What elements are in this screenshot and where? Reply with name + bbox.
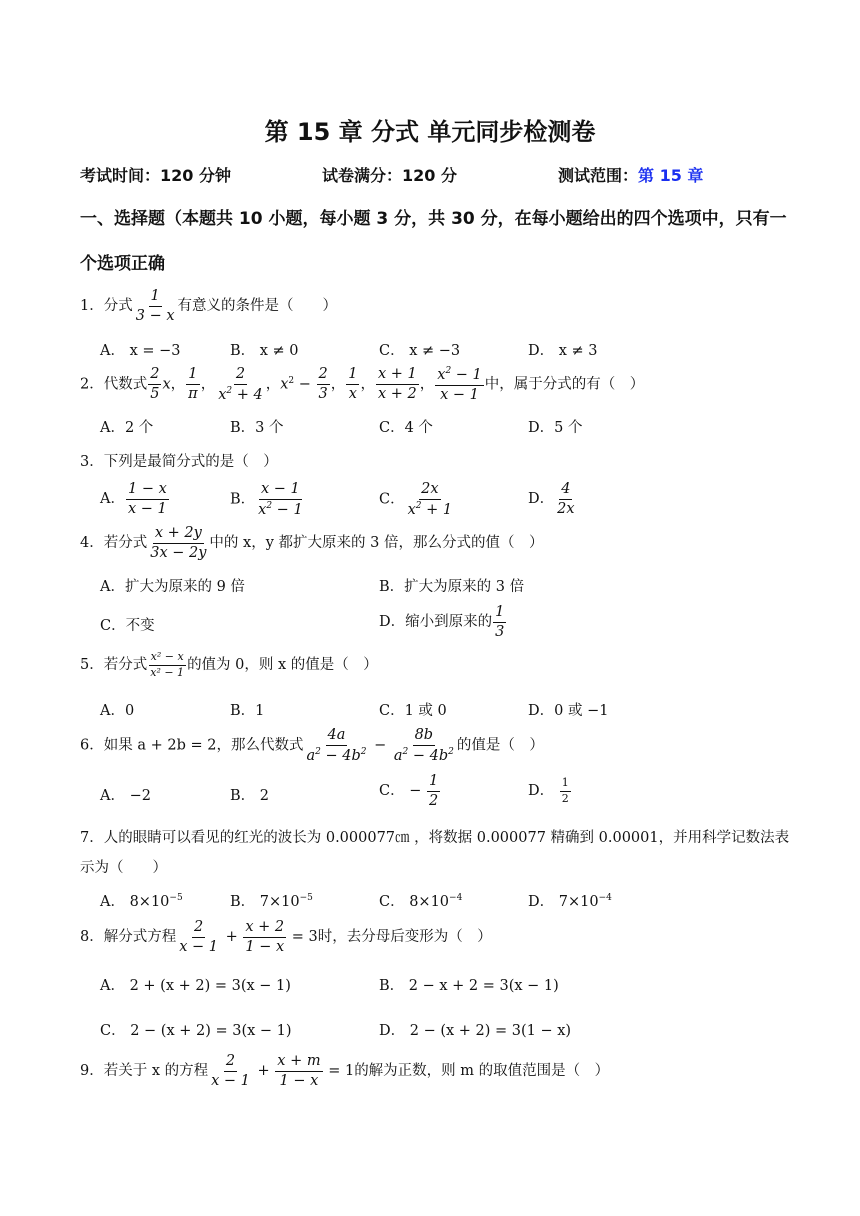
q1-option-d: D． x ≠ 3 bbox=[528, 343, 598, 359]
question-1: 1．分式 $\frac{1}{3 - x}$ 有意义的条件是（ ） bbox=[80, 288, 338, 324]
question-9: 9．若关于 x 的方程 $\frac{2}{x - 1}$ + $\frac{x + m}{1 - x}$ = 1的解为正数，则 m 的取值范围是（ ） bbox=[80, 1053, 610, 1089]
q3-option-d: D． $\frac{4}{2x}$ bbox=[528, 481, 575, 517]
question-8: 8．解分式方程 $\frac{2}{x - 1}$ + $\frac{x + 2}{1 - x}$ = 3时，去分母后变形为（ ） bbox=[80, 919, 492, 955]
question-7-line1: 7．人的眼睛可以看见的红光的波长为 0.000077㎝ ，将数据 0.000077 精确到 0.00001，并用科学记数法表 bbox=[80, 830, 790, 846]
q5-option-c: C．1 或 0 bbox=[379, 703, 447, 719]
q7-option-a: A． $8\times 10^{-5}$ bbox=[100, 893, 183, 910]
q5-option-b: B．1 bbox=[230, 703, 265, 719]
q3-option-c: C． $\frac{2x}{x^2 + 1}$ bbox=[379, 481, 453, 518]
question-7-line2: 示为（ ） bbox=[80, 860, 167, 876]
q2-option-c: C．4 个 bbox=[379, 420, 433, 436]
q2-option-d: D．5 个 bbox=[528, 420, 583, 436]
q6-option-c: C． − $\frac{1}{2}$ bbox=[379, 773, 439, 809]
q4-option-b: B．扩大为原来的 3 倍 bbox=[379, 579, 525, 595]
q3-option-a: A． $\frac{1 - x}{x - 1}$ bbox=[100, 481, 167, 517]
q4-option-d: D．缩小到原来的 $\frac{1}{3}$ bbox=[379, 604, 505, 640]
q7-option-c: C． $8\times 10^{-4}$ bbox=[379, 893, 463, 910]
q2-option-a: A．2 个 bbox=[100, 420, 154, 436]
q8-option-c: C． 2 − (x + 2) = 3(x − 1) bbox=[100, 1023, 292, 1039]
q8-option-d: D． 2 − (x + 2) = 3(1 − x) bbox=[379, 1023, 572, 1039]
section-heading-line2: 个选项正确 bbox=[80, 254, 165, 274]
q6-option-b: B． 2 bbox=[230, 788, 269, 804]
q5-option-d: D．0 或 −1 bbox=[528, 703, 609, 719]
page-title: 第 15 章 分式 单元同步检测卷 bbox=[264, 118, 596, 146]
q1-option-b: B． x ≠ 0 bbox=[230, 343, 299, 359]
q5-option-a: A．0 bbox=[100, 703, 135, 719]
exam-scope: 测试范围：第 15 章 bbox=[558, 166, 704, 185]
question-5: 5．若分式 $\frac{\text{x² − x}}{\text{x² − 1}}$ 的值为 0，则 x 的值是（ ） bbox=[80, 650, 378, 679]
q4-option-a: A．扩大为原来的 9 倍 bbox=[100, 579, 245, 595]
q2-option-b: B．3 个 bbox=[230, 420, 284, 436]
question-3: 3．下列是最简分式的是（ ） bbox=[80, 454, 278, 470]
exam-time: 考试时间：120 分钟 bbox=[80, 166, 231, 185]
q1-option-c: C． x ≠ −3 bbox=[379, 343, 461, 359]
q3-option-b: B． $\frac{x - 1}{x^2 - 1}$ bbox=[230, 481, 303, 518]
q6-option-a: A． −2 bbox=[100, 788, 151, 804]
question-2: 2．代数式 $\frac{2}{5}$ x， $\frac{1}{\pi}$ ， $\frac{2}{x^2 + 4}$ ，$x^2$ − $\frac{2}{3}$ ， $\frac{1}{x}$ ， $\frac{x + 1}{x + 2}$ ， $\frac{x^2 - 1}{x - 1}$ 中，属于分式的有（ ） bbox=[80, 366, 645, 403]
q4-option-c: C．不变 bbox=[100, 618, 155, 634]
q1-option-a: A． x = −3 bbox=[100, 343, 181, 359]
q8-option-a: A． 2 + (x + 2) = 3(x − 1) bbox=[100, 978, 291, 994]
q7-option-b: B． $7\times 10^{-5}$ bbox=[230, 893, 313, 910]
q6-option-d: D． $\frac{1}{2}$ bbox=[528, 776, 569, 805]
exam-score: 试卷满分：120 分 bbox=[322, 166, 457, 185]
section-heading-line1: 一、选择题（本题共 10 小题，每小题 3 分，共 30 分，在每小题给出的四个选项中，只有一 bbox=[80, 209, 787, 229]
question-6: 6．如果 a + 2b = 2，那么代数式 $\frac{4a}{a^2 - 4b^2}$ − $\frac{8b}{a^2 - 4b^2}$ 的值是（ ） bbox=[80, 727, 544, 764]
question-4: 4．若分式 $\frac{x + 2y}{3x - 2y}$ 中的 x，y 都扩大原来的 3 倍，那么分式的值（ ） bbox=[80, 525, 544, 561]
q7-option-d: D． $7\times 10^{-4}$ bbox=[528, 893, 612, 910]
q8-option-b: B． 2 − x + 2 = 3(x − 1) bbox=[379, 978, 559, 994]
